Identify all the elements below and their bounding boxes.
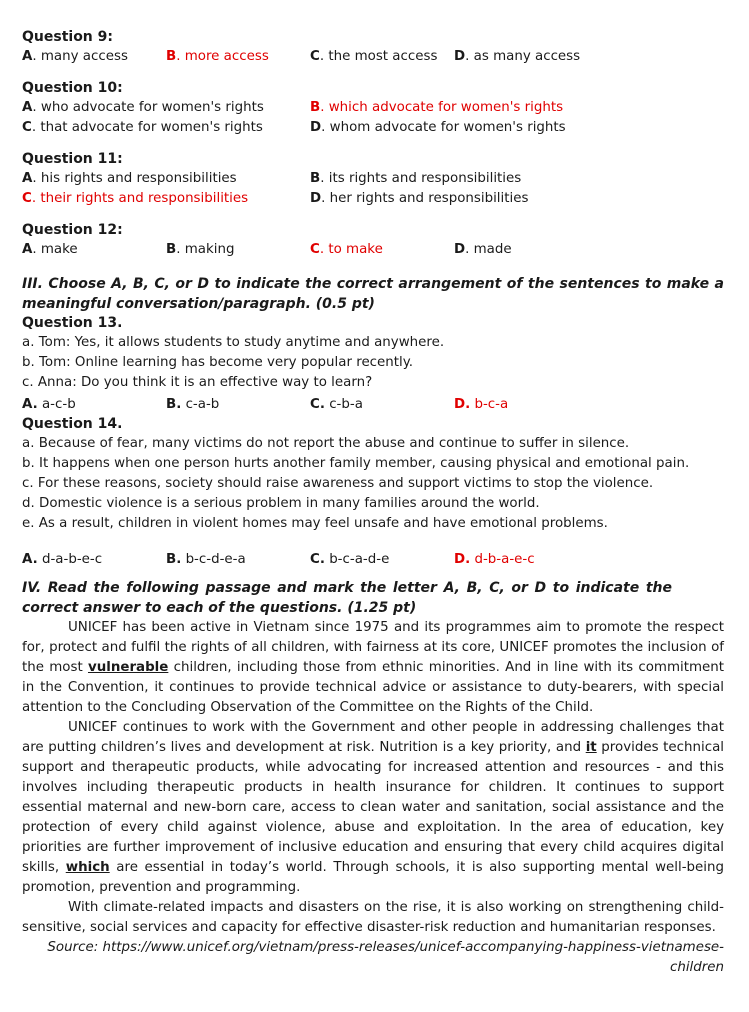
sentence-c: c. For these reasons, society should raise awareness and support victims to stop the violence. [22, 476, 654, 491]
option-b-correct: B. more access [166, 49, 269, 64]
options-row [22, 189, 724, 209]
option-c: C. that advocate for women's rights [22, 120, 263, 135]
question-title: Question 9: [22, 29, 113, 45]
options-row [22, 47, 724, 67]
question-11 [22, 150, 724, 209]
sentence-b: b. It happens when one person hurts another family member, causing physical and emotional pain. [22, 456, 690, 471]
passage-paragraph-2: UNICEF continues to work with the Government and other people in addressing challenges that are putting children’s lives and development at risk. Nutrition is a key priority, and it provides technical support and therapeutic products, while advocating for increased attention and resources - and this involves including therapeutic products in health insurance for children. It continues to support essential maternal and new-born care, access to clean water and sanitation, social assistance and the protection of every child against violence, abuse and exploitation. In the area of education, key priorities are further improvement of inclusive education and ensuring that every child acquires digital skills, which are essential in today’s world. Through schools, it is also supporting mental well-being promotion, prevention and programming. [22, 720, 724, 895]
section-iii-heading: III. Choose A, B, C, or D to indicate the correct arrangement of the sentences to make a meaningful conversation/paragraph. (0.5 pt) [22, 276, 724, 312]
option-b-correct: B. which advocate for women's rights [310, 100, 564, 115]
option-a: A. d-a-b-e-c [22, 552, 103, 567]
option-b: B. making [166, 242, 235, 257]
underlined-word-which: which [65, 860, 110, 875]
question-title: Question 13. [22, 315, 123, 331]
option-d: D. her rights and responsibilities [310, 191, 529, 206]
worksheet-page [22, 28, 724, 978]
question-title: Question 10: [22, 80, 123, 96]
option-b: B. b-c-d-e-a [166, 552, 246, 567]
option-a: A. his rights and responsibilities [22, 171, 237, 186]
option-d: D. whom advocate for women's rights [310, 120, 566, 135]
option-d-correct: D. b-c-a [454, 397, 509, 412]
reading-passage [22, 618, 724, 978]
question-10 [22, 79, 724, 138]
question-title: Question 11: [22, 151, 123, 167]
passage-paragraph-3: With climate-related impacts and disasters on the rise, it is also working on strengthening child-sensitive, social services and capacity for effective disaster-risk reduction and humanitarian responses. [22, 900, 724, 935]
option-d-correct: D. d-b-a-e-c [454, 552, 535, 567]
option-a: A. many access [22, 49, 128, 64]
option-c-correct: C. their rights and responsibilities [22, 191, 249, 206]
passage-paragraph-1: UNICEF has been active in Vietnam since 1975 and its programmes aim to promote the respect for, protect and fulfil the rights of all children, with fairness at its core, UNICEF promotes the inclusion of the most vulnerable children, including those from ethnic minorities. And in line with its commitment in the Convention, it continues to provide technical advice or assistance to duty-bearers, with special attention to the Concluding Observation of the Committee on the Rights of the Child. [22, 620, 724, 715]
question-13 [22, 314, 724, 415]
question-14 [22, 415, 724, 570]
passage-source: Source: https://www.unicef.org/vietnam/press-releases/unicef-accompanying-happiness-vietnamese-children [47, 940, 724, 975]
option-a: A. who advocate for women's rights [22, 100, 264, 115]
options-row [22, 395, 724, 415]
section-iv-heading: IV. Read the following passage and mark the letter A, B, C, or D to indicate the correct answer to each of the questions. (1.25 pt) [22, 580, 672, 616]
option-b: B. c-a-b [166, 397, 220, 412]
underlined-word-it: it [585, 740, 597, 755]
option-d: D. as many access [454, 49, 581, 64]
options-row [22, 98, 724, 118]
options-row [22, 240, 724, 260]
option-a: A. a-c-b [22, 397, 76, 412]
options-row [22, 550, 724, 570]
sentence-d: d. Domestic violence is a serious problem in many families around the world. [22, 496, 540, 511]
underlined-word-vulnerable: vulnerable [87, 660, 169, 675]
sentence-c: c. Anna: Do you think it is an effective way to learn? [22, 375, 373, 390]
question-title: Question 14. [22, 416, 123, 432]
question-9 [22, 28, 724, 67]
option-b: B. its rights and responsibilities [310, 171, 522, 186]
options-row [22, 118, 724, 138]
question-title: Question 12: [22, 222, 123, 238]
sentence-e: e. As a result, children in violent homes may feel unsafe and have emotional problems. [22, 516, 608, 531]
option-c-correct: C. to make [310, 242, 383, 257]
question-12 [22, 221, 724, 260]
option-a: A. make [22, 242, 78, 257]
option-c: C. c-b-a [310, 397, 363, 412]
sentence-a: a. Because of fear, many victims do not report the abuse and continue to suffer in silence. [22, 436, 630, 451]
option-c: C. b-c-a-d-e [310, 552, 390, 567]
sentence-b: b. Tom: Online learning has become very popular recently. [22, 355, 414, 370]
option-d: D. made [454, 242, 512, 257]
sentence-a: a. Tom: Yes, it allows students to study anytime and anywhere. [22, 335, 445, 350]
option-c: C. the most access [310, 49, 438, 64]
options-row [22, 169, 724, 189]
